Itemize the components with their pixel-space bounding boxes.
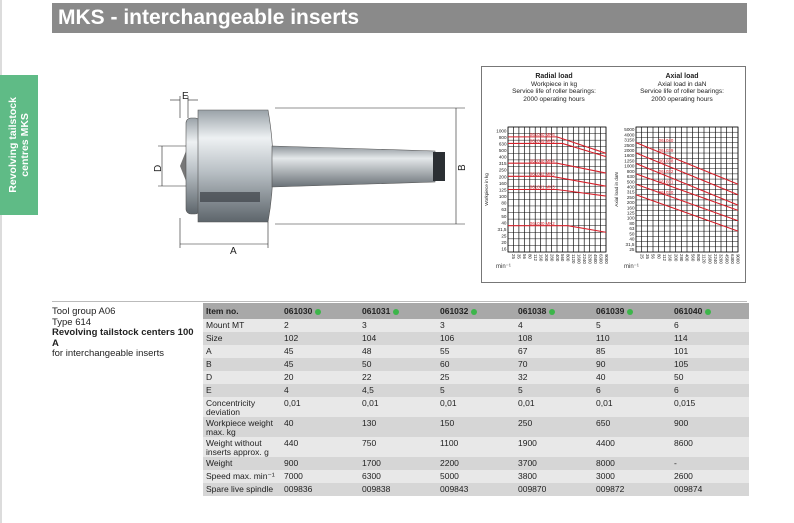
table-cell: 130 [359,417,437,437]
table-cell: 110 [593,332,671,345]
table-cell: 104 [359,332,437,345]
table-row [203,470,749,483]
section-divider [52,301,747,302]
table-cell: 2200 [437,457,515,470]
curve-label: 061040 [658,137,674,143]
x-tick-label: 25 [511,254,517,259]
table-cell: 50 [671,371,749,384]
y-tick-label: 2500 [624,142,635,148]
curve-label: 061030 MK2 [529,220,555,226]
item-header-061038[interactable]: 061038 [515,303,593,319]
row-label: A [203,345,281,358]
tang [433,152,445,181]
y-tick-label: 40 [501,220,507,226]
curve-label: 061040 MK6 [529,132,555,138]
table-cell: - [671,457,749,470]
table-cell: 2 [281,319,359,332]
x-tick-label: 800 [696,254,701,262]
table-row [203,358,749,371]
table-cell: 108 [515,332,593,345]
table-row [203,384,749,397]
table-cell: 4400 [593,437,671,457]
product-description: for interchangeable inserts [52,348,164,359]
row-label: D [203,371,281,384]
table-cell: 0,01 [437,397,515,417]
table-cell: 900 [281,457,359,470]
table-cell: 4 [281,384,359,397]
table-cell: 2600 [671,470,749,483]
axial-load-grid [614,107,744,282]
x-tick-label: 4500 [592,254,598,264]
curve-label: 061038 MK4 [529,158,555,164]
y-tick-label: 50 [629,231,635,237]
table-cell: 102 [281,332,359,345]
row-label: Workpiece weight max. kg [203,417,281,437]
y-tick-label: 800 [498,134,507,140]
table-row [203,371,749,384]
curve-label: 061032 MK3 [529,171,555,177]
table-row [203,417,749,437]
item-header-061039[interactable]: 061039 [593,303,671,319]
curve-label: 061031 MK3 [529,184,555,190]
tailstock-centre-drawing [150,88,470,258]
x-tick-label: 80 [527,254,533,259]
row-label: B [203,358,281,371]
axial-x-unit: min⁻¹ [624,264,639,270]
y-tick-label: 200 [626,200,635,206]
row-label: Size [203,332,281,345]
table-cell: 6 [593,384,671,397]
table-cell: 25 [437,371,515,384]
tool-group: Tool group A06 [52,306,116,317]
table-cell: 50 [359,358,437,371]
y-axis-label: Workpiece in kg [484,173,489,206]
table-row [203,332,749,345]
table-cell: 009874 [671,483,749,496]
y-tick-label: 25 [501,233,507,239]
table-cell: 0,01 [281,397,359,417]
item-no-header: Item no. [203,303,281,319]
y-tick-label: 400 [626,184,635,190]
table-cell: 6300 [359,470,437,483]
row-label: Concentricity deviation [203,397,281,417]
row-label: Weight without inserts approx. g [203,437,281,457]
availability-dot-icon [549,309,555,315]
table-cell: 3 [359,319,437,332]
item-header-061032[interactable]: 061032 [437,303,515,319]
table-cell: 6 [671,384,749,397]
table-cell: 5000 [437,470,515,483]
y-tick-label: 25 [629,246,635,252]
y-tick-label: 5000 [624,127,635,133]
availability-dot-icon [627,309,633,315]
x-tick-label: 160 [667,254,673,262]
table-cell: 3 [437,319,515,332]
table-cell: 1100 [437,437,515,457]
table-cell: 20 [281,371,359,384]
y-tick-label: 250 [626,194,635,200]
dim-label-a: A [230,246,237,257]
availability-dot-icon [471,309,477,315]
x-tick-label: 280 [549,254,555,262]
table-cell: 3700 [515,457,593,470]
table-row [203,483,749,496]
y-tick-label: 200 [498,174,507,180]
table-cell: 32 [515,371,593,384]
table-cell: 900 [671,417,749,437]
row-label: Speed max. min⁻¹ [203,470,281,483]
product-name: Revolving tailstock centers 100 A [52,327,194,349]
dim-label-e: E [182,91,189,102]
y-tick-label: 1000 [624,163,635,169]
row-label: E [203,384,281,397]
item-header-061031[interactable]: 061031 [359,303,437,319]
page-title: MKS - interchangeable inserts [52,3,747,33]
table-cell: 150 [437,417,515,437]
side-tab-label: Revolving tailstock centres MKS [7,97,31,193]
y-tick-label: 4000 [624,132,635,138]
table-cell: 48 [359,345,437,358]
x-tick-label: 1600 [576,254,582,264]
table-cell: 650 [593,417,671,437]
y-tick-label: 160 [626,205,635,211]
y-tick-label: 125 [498,187,507,193]
y-tick-label: 31,5 [625,241,635,247]
y-tick-label: 63 [501,207,507,213]
curve-label: 061039 MK5 [529,138,555,144]
x-tick-label: 56 [650,254,656,259]
dim-label-b: B [457,164,468,171]
x-tick-label: 112 [533,254,538,261]
x-tick-label: 4500 [724,254,730,264]
table-cell: 70 [515,358,593,371]
type-label: Type 614 [52,316,92,328]
y-tick-label: 16 [501,246,507,252]
y-tick-label: 160 [498,180,507,186]
table-cell: 3800 [515,470,593,483]
y-tick-label: 250 [498,167,507,173]
table-cell: 55 [437,345,515,358]
x-tick-label: 1120 [701,254,707,264]
x-tick-label: 112 [662,254,667,261]
y-tick-label: 630 [626,174,635,180]
table-cell: 0,01 [359,397,437,417]
x-tick-label: 6300 [730,254,735,264]
morse-taper-shank [272,146,435,187]
dim-label-d: D [153,164,164,172]
table-cell: 5 [437,384,515,397]
table-cell: 40 [593,371,671,384]
y-tick-label: 100 [498,194,507,200]
y-tick-label: 125 [626,210,635,216]
y-tick-label: 80 [629,220,635,226]
table-cell: 60 [437,358,515,371]
table-cell: 1900 [515,437,593,457]
y-tick-label: 80 [501,200,507,206]
table-cell: 0,015 [671,397,749,417]
x-tick-label: 560 [560,254,566,262]
availability-dot-icon [315,309,321,315]
y-tick-label: 800 [626,168,635,174]
table-cell: 22 [359,371,437,384]
x-tick-label: 25 [639,254,645,259]
y-tick-label: 20 [501,240,507,246]
y-tick-label: 40 [629,236,635,242]
y-axis-label: Axial load in daN [614,172,619,207]
x-tick-label: 6300 [598,254,604,264]
table-cell: 8600 [671,437,749,457]
x-tick-label: 280 [679,254,684,262]
table-cell: 5 [515,384,593,397]
x-tick-label: 200 [673,254,679,262]
table-row [203,345,749,358]
table-cell: 85 [593,345,671,358]
table-cell: 0,01 [593,397,671,417]
y-tick-label: 500 [626,179,635,185]
table-cell: 40 [281,417,359,437]
table-cell: 1700 [359,457,437,470]
table-cell: 250 [515,417,593,437]
table-cell: 8000 [593,457,671,470]
table-cell: 009872 [593,483,671,496]
curve-label: 061032 [658,169,674,175]
table-cell: 009843 [437,483,515,496]
section-side-tab[interactable] [0,75,38,215]
x-tick-label: 9000 [603,254,609,264]
table-cell: 009838 [359,483,437,496]
x-tick-label: 9000 [735,254,741,264]
bearing-housing [198,110,273,222]
table-row [203,319,749,332]
table-cell: 009836 [281,483,359,496]
table-row [203,457,749,470]
table-cell: 440 [281,437,359,457]
x-tick-label: 160 [538,254,544,262]
y-tick-label: 630 [498,141,507,147]
x-tick-label: 200 [543,254,549,262]
table-cell: 009870 [515,483,593,496]
table-cell: 114 [671,332,749,345]
x-tick-label: 56 [522,254,528,259]
table-cell: 45 [281,345,359,358]
curve-label: 061039 [658,148,674,154]
x-tick-label: 3200 [587,254,593,264]
y-tick-label: 1250 [624,158,635,164]
y-tick-label: 2000 [624,148,635,153]
table-cell: 67 [515,345,593,358]
table-cell: 4 [515,319,593,332]
y-tick-label: 63 [629,226,635,232]
row-label: Mount MT [203,319,281,332]
item-header-061030[interactable]: 061030 [281,303,359,319]
y-tick-label: 1600 [624,153,635,159]
x-tick-label: 1120 [571,254,577,264]
table-header-row [203,303,749,319]
item-header-061040[interactable]: 061040 [671,303,749,319]
y-tick-label: 31,5 [497,226,507,232]
curve-label: 061030 [658,189,674,195]
x-tick-label: 2240 [582,254,587,264]
curve-label: 061031 [658,179,674,185]
row-label: Spare live spindle [203,483,281,496]
table-cell: 105 [671,358,749,371]
y-tick-label: 400 [498,154,507,160]
row-label: Weight [203,457,281,470]
table-cell: 101 [671,345,749,358]
x-tick-label: 35 [516,254,522,259]
x-tick-label: 35 [645,254,650,259]
table-cell: 90 [593,358,671,371]
x-tick-label: 80 [656,254,662,259]
x-tick-label: 400 [554,254,560,262]
table-body [203,319,749,496]
specification-table [203,303,749,496]
table-cell: 750 [359,437,437,457]
availability-dot-icon [705,309,711,315]
y-tick-label: 100 [626,215,635,221]
y-tick-label: 315 [626,189,635,195]
axial-chart-heading: Axial load Axial load in daN Service life of roller bearings: 2000 operating hours [640,73,724,103]
table-row [203,437,749,457]
x-tick-label: 400 [684,254,690,262]
table-row [203,397,749,417]
y-tick-label: 3150 [624,137,635,143]
x-tick-label: 1600 [707,254,713,264]
table-cell: 7000 [281,470,359,483]
table-cell: 3000 [593,470,671,483]
load-charts-panel [481,66,746,283]
y-tick-label: 500 [498,148,507,153]
table-cell: 4,5 [359,384,437,397]
table-cell: 0,01 [515,397,593,417]
availability-dot-icon [393,309,399,315]
table-cell: 106 [437,332,515,345]
curve-label: 061038 [658,158,674,164]
table-cell: 6 [671,319,749,332]
radial-x-unit: min⁻¹ [496,264,511,270]
product-caption [52,307,202,360]
radial-chart-heading: Radial load Workpiece in kg Service life of roller bearings: 2000 operating hours [512,73,596,103]
y-tick-label: 1000 [496,128,507,134]
x-tick-label: 2240 [713,254,718,264]
x-tick-label: 800 [565,254,571,262]
radial-load-grid [484,107,612,282]
x-tick-label: 560 [690,254,696,262]
x-tick-label: 3200 [718,254,724,264]
table-cell: 45 [281,358,359,371]
table-cell: 5 [593,319,671,332]
y-tick-label: 315 [498,161,507,167]
y-tick-label: 50 [501,213,507,219]
